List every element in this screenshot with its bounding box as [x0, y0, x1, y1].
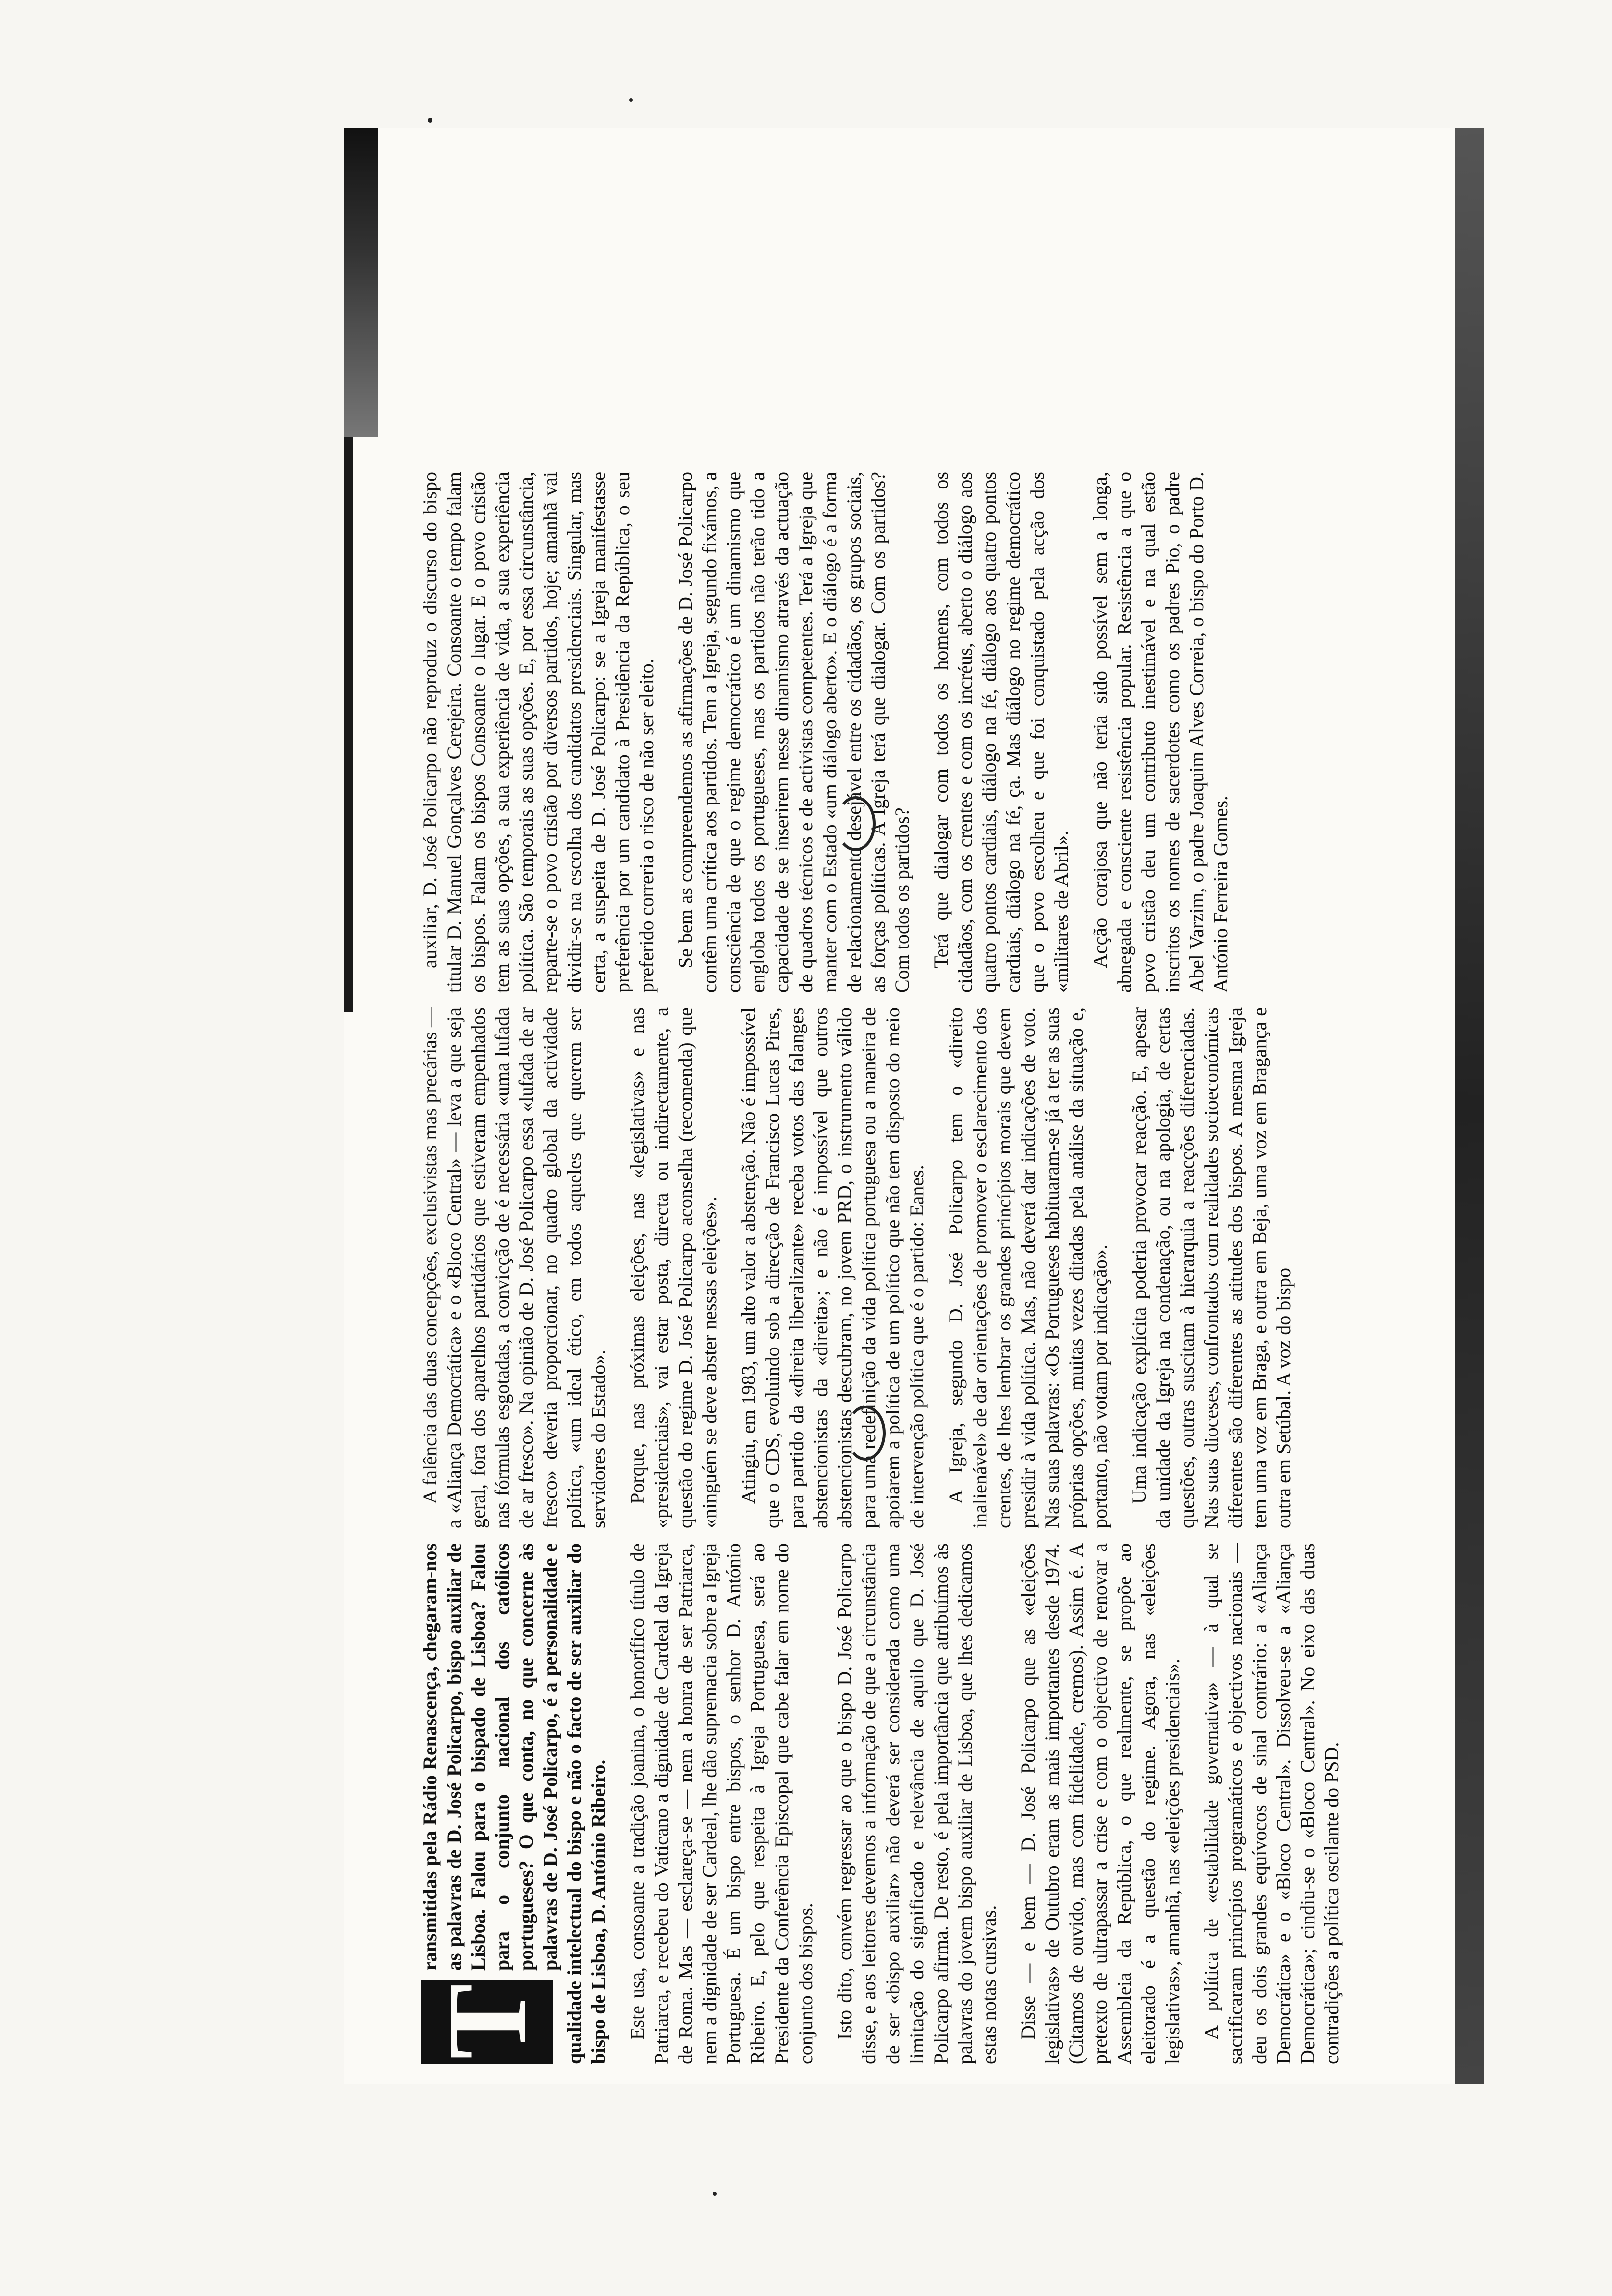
newspaper-clipping-frame — [344, 128, 1484, 2084]
newspaper-clipping — [344, 128, 1484, 2084]
article-column-2 — [418, 1007, 1450, 1528]
scan-speck — [713, 2192, 717, 2196]
paragraph: Isto dito, convém regressar ao que o bispo D. José Policarpo disse, e aos leitores devemos a informação de que a circunstância de ser «bispo auxiliar» não deverá ser considerada como uma limitação do significado e relevância de aquilo que D. José Policarpo afirma. De resto, é pela importância que atribuímos às palavras do jovem bispo auxiliar de Lisboa, que lhes dedicamos estas notas cursivas. — [834, 1543, 1000, 2064]
paragraph: A política de «estabilidade governativa» — à qual se sacrificaram princípios programáticos e objectivos nacionais — deu os dois grandes equívocos de sinal contrário: a «Aliança Democrática» e o «Bloco Central». Dissolveu-se a «Aliança Democrática»; cindiu-se o «Bloco Central». No eixo das duas contradições a política oscilante do PSD. — [1200, 1543, 1343, 2064]
scan-speck — [629, 98, 633, 102]
drop-cap: T — [421, 1980, 553, 2064]
paragraph: Terá que dialogar com todos os homens, com todos os cidadãos, com os crentes e com os incréus, aberto o diálogo aos quatro pontos cardiais, diálogo na fé, diálogo aos quatro pontos cardiais, diálogo na fé, ça. Mas diálogo no regime democrático que o povo escolheu e que foi conquistado pela acção dos «militares de Abril». — [930, 472, 1072, 993]
paragraph — [418, 1543, 610, 2064]
binder-hole-mark — [845, 1406, 886, 1461]
paragraph: A falência das duas concepções, exclusivistas mas precárias — a «Aliança Democrática» e o «Bloco Central» — leva a que seja geral, fora dos aparelhos partidários que estiveram empenhados nas fórmulas esgotadas, a convicção de é necessária «uma lufada de ar fresco». Na opinião de D. José Policarpo essa «lufada de ar fresco» deveria proporcionar, no quadro global da actividade política, «um ideal ético, em todos aqueles que querem ser servidores do Estado». — [419, 1007, 609, 1528]
paragraph: Porque, nas próximas eleições, nas «legislativas» e nas «presidenciais», vai estar posta, directa ou indirectamente, a questão do regime D. José Policarpo aconselha (recomenda) que «ninguém se deve abster nessas eleições». — [626, 1007, 720, 1528]
article-column-3 — [418, 472, 1450, 993]
clipping-bottom-edge — [1455, 128, 1484, 2084]
paragraph: Se bem as compreendemos as afirmações de D. José Policarpo contêm uma crítica aos partidos. Tem a Igreja, segundo fixámos, a consciência de que o regime democrático é um dinamismo que engloba todos os portugueses, mas os partidos não terão tido a capacidade de se inserirem nesse dinamismo através da actuação de quadros técnicos e de activistas competentes. Terá a Igreja que manter com o Estado «um diálogo aberto». E o diálogo é a forma de relacionamento desejável entre os cidadãos, os grupos sociais, as forças políticas. A Igreja terá que dialogar. Com os partidos? Com todos os partidos? — [674, 472, 913, 993]
paragraph: Disse — e bem — D. José Policarpo que as «eleições legislativas» de Outubro eram as mais importantes desde 1974. (Citamos de ouvido, mas com fidelidade, cremos). Assim é. A pretexto de ultrapassar a crise e com o objectivo de renovar a Assembleia da República, o que realmente, se propõe ao eleitorado é a questão do regime. Agora, nas «eleições legislativas», amanhã, nas «eleições presidenciais». — [1017, 1543, 1183, 2064]
scan-speck — [428, 118, 432, 123]
paragraph: Este usa, consoante a tradição joanina, o honorífico título de Patriarca, e recebeu do Vaticano a dignidade de Cardeal da Igreja de Roma. Mas — esclareça-se — nem a honra de ser Patriarca, nem a dignidade de ser Cardeal, lhe dão supremacia sobre a Igreja Portuguesa. É um bispo entre bispos, o senhor D. António Ribeiro. E, pelo que respeita à Igreja Portuguesa, será ao Presidente da Conferência Episcopal que cabe falar em nome do conjunto dos bispos. — [626, 1543, 817, 2064]
paragraph: auxiliar, D. José Policarpo não reproduz o discurso do bispo titular D. Manuel Gonçalves Cerejeira. Consoante o tempo falam os bispos. Falam os bispos Consoante o lugar. E o povo cristão tem as suas opções, a sua experiência de vida, a sua experiência política. São temporais as suas opções. E, por essa circunstância, reparte-se o povo cristão por diversos partidos, hoje; amanhã vai dividir-se na escolha dos candidatos presidenciais. Singular, mas certa, a suspeita de D. José Policarpo: se a Igreja manifestasse preferência por um candidato à Presidência da República, o seu preferido correria o risco de não ser eleito. — [419, 472, 658, 993]
lead-text: ransmitidas pela Rádio Renascença, chegaram-nos as palavras de D. José Policarpo, bispo auxiliar de Lisboa. Falou para o bispado de Lisboa? Falou para o conjunto nacional dos católicos portugueses? O que conta, no que concerne às palavras de D. José Policarpo, é a personalidade e qualidade intelectual do bispo e não o facto de ser auxiliar do bispo de Lisboa, D. António Ribeiro. — [419, 1543, 609, 2064]
paragraph: Acção corajosa que não teria sido possível sem a longa, abnegada e consciente resistência popular. Resistência a que o povo cristão deu um contributo inestimável e na qual estão inscritos os nomes de sacerdotes como os padres Pio, o padre Abel Varzim, o padre Joaquim Alves Correia, o bispo do Porto D. António Ferreira Gomes. — [1089, 472, 1232, 993]
paragraph: Atingiu, em 1983, um alto valor a abstenção. Não é impossível que o CDS, evoluindo sob a direcção de Francisco Lucas Pires, para partido da «direita liberalizante» receba votos das falanges abstencionistas da «direita»; e não é impossível que outros abstencionistas descubram, no jovem PRD, o instrumento válido para uma redefinição da vida política portuguesa ou a maneira de apoiarem a política de um político que não tem disposto do meio de intervenção política que é o partido: Eanes. — [737, 1007, 928, 1528]
paragraph: Uma indicação explícita poderia provocar reacção. E, apesar da unidade da Igreja na condenação, ou na apologia, de certas questões, outras suscitam à hierarquia a reacções diferenciadas. Nas suas dioceses, confrontados com realidades socioeconómicas diferentes são diferentes as atitudes dos bispos. A mesma Igreja tem uma voz em Braga, e outra em Beja, uma voz em Bragança e outra em Setúbal. A voz do bispo — [1128, 1007, 1295, 1528]
clipping-edge-shadow — [344, 128, 378, 437]
paragraph: A Igreja, segundo D. José Policarpo tem o «direito inalienável» de dar orientações de promover o esclarecimento dos crentes, de lhes lembrar os grandes princípios morais que devem presidir à vida política. Mas, não deverá dar indicações de voto. Nas suas palavras: «Os Portugueses habituaram-se já a ter as suas próprias opções, muitas vezes ditadas pela análise da situação e, portanto, não votam por indicação». — [945, 1007, 1111, 1528]
binder-hole-mark — [835, 796, 876, 851]
article-column-1 — [418, 1543, 1450, 2064]
